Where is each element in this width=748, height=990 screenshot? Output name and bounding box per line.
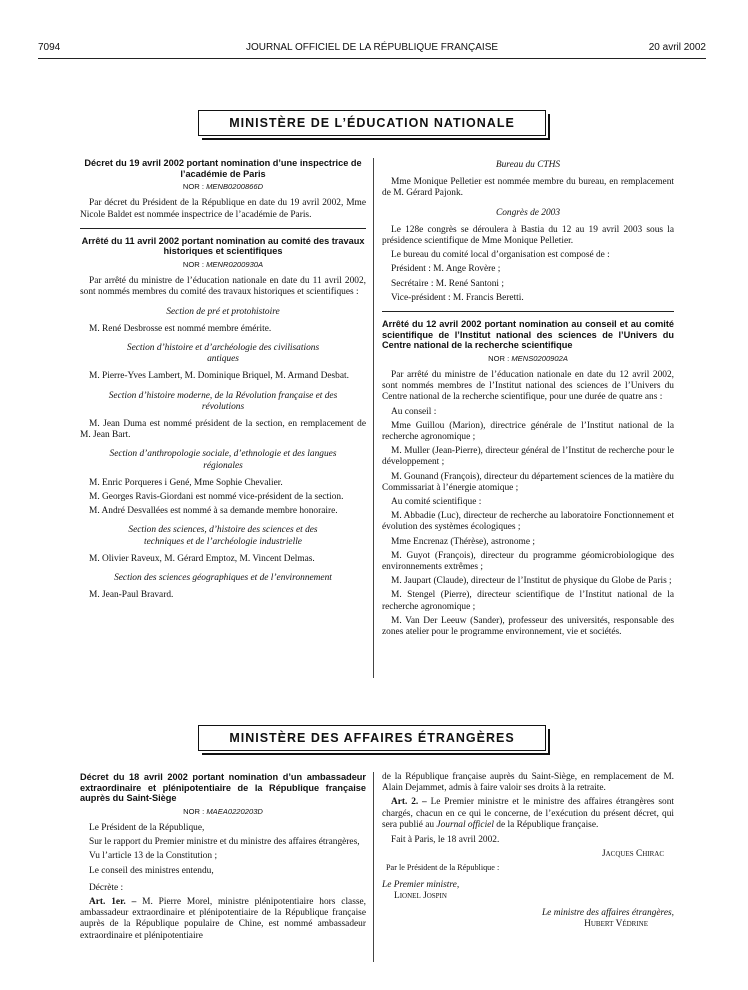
section-line: M. Jean-Paul Bravard. — [89, 590, 174, 601]
nor-code: MENS0200902A — [511, 353, 568, 363]
section-heading: Section d’histoire et d’archéologie des civilisations antiques — [126, 343, 320, 365]
decrete: Décrète : — [89, 882, 124, 893]
comite-member: M. Stengel (Pierre), directeur scientifique de l’Institut national de la recherche agronomique ; — [382, 590, 674, 612]
mae-name: Hubert Védrine — [584, 919, 648, 930]
arrete2-title: Arrêté du 12 avril 2002 portant nomination au conseil et au comité scientifique de l’Institut national des sciences de l’Univers du Centre national de la recherche scientifique — [382, 319, 674, 351]
nor-code: MENB0200866D — [206, 182, 264, 192]
conseil-member: M. Gounand (François), directeur du département sciences de la matière du Commissariat à l’énergie atomique ; — [382, 471, 674, 493]
article-1 — [80, 897, 366, 942]
comite-member: M. Guyot (François), directeur du programme géomicrobiologique des environnements extrêmes ; — [382, 550, 674, 573]
nor-label: NOR : — [182, 182, 204, 192]
par-le-president: Par le Président de la République : — [386, 863, 500, 873]
arrete2-nor — [382, 353, 674, 364]
section-line: M. André Desvallées est nommé à sa demande membre honoraire. — [89, 506, 338, 517]
fait-a-paris: Fait à Paris, le 18 avril 2002. — [391, 835, 500, 846]
nor-code: MENR0200930A — [206, 259, 264, 269]
journal-title: JOURNAL OFFICIEL DE LA RÉPUBLIQUE FRANÇAISE — [245, 42, 499, 53]
section-line: M. Jean Duma est nommé président de la section, en remplacement de M. Jean Bart. — [80, 419, 366, 441]
comite-scientifique-label: Au comité scientifique : — [391, 497, 482, 508]
nor-label: NOR : — [182, 259, 204, 269]
comite-member: M. Abbadie (Luc), directeur de recherche au laboratoire Fonctionnement et évolution des systèmes écologiques ; — [382, 511, 674, 533]
column-divider — [373, 772, 374, 962]
section-heading: Section de pré et protohistoire — [166, 306, 280, 317]
article-2-text: Le Premier ministre et le ministre des affaires étrangères sont chargés, chacun en ce qui le concerne, de l’exécution du présent décret, qui sera publié au — [382, 797, 674, 830]
section-line: M. Georges Ravis-Giordani est nommé vice-président de la section. — [89, 492, 344, 503]
left-column — [80, 158, 366, 604]
left-column-lower — [80, 772, 366, 945]
separator — [80, 228, 366, 229]
decree2-nor — [80, 806, 366, 817]
bureau-text: Mme Monique Pelletier est nommée membre du bureau, en remplacement de M. Gérard Pajonk. — [382, 177, 674, 199]
section-line: M. Pierre-Yves Lambert, M. Dominique Briquel, M. Armand Desbat. — [89, 371, 349, 382]
article-2-label: Art. 2. – — [391, 797, 427, 808]
signatory-president: Jacques Chirac — [601, 849, 664, 860]
page-number: 7094 — [38, 42, 61, 53]
mae-title: Le ministre des affaires étrangères, — [541, 908, 674, 919]
decree1-body: Par décret du Président de la République en date du 19 avril 2002, Mme Nicole Baldet est nommée inspectrice de l’académie de Paris. — [80, 198, 366, 220]
section-heading: Section d’histoire moderne, de la Révolution française et des révolutions — [108, 390, 338, 412]
separator — [382, 311, 674, 312]
section-line: M. Olivier Raveux, M. Gérard Emptoz, M. Vincent Delmas. — [89, 553, 315, 564]
right-column-lower — [382, 772, 674, 930]
comite-member: M. Van Der Leeuw (Sander), professeur des universités, responsable des zones atelier pour le programme environnement, vie et sociétés. — [382, 615, 674, 638]
journal-officiel: Journal officiel — [436, 819, 494, 830]
nor-code: MAEA0220203D — [206, 806, 263, 816]
conseil-member: Mme Guillou (Marion), directrice générale de l’Institut national de la recherche agronomique ; — [382, 420, 674, 443]
article-1-label: Art. 1er. – — [89, 897, 137, 907]
section-heading: Section des sciences géographiques et de l’environnement — [114, 573, 332, 584]
preamble-line: Sur le rapport du Premier ministre et du ministre des affaires étrangères, — [89, 837, 360, 848]
pm-title: Le Premier ministre, — [382, 879, 460, 890]
congres-heading: Congrès de 2003 — [495, 207, 561, 218]
conseil-member: M. Muller (Jean-Pierre), directeur général de l’Institut de recherche pour le développement ; — [382, 446, 674, 468]
article-1-continued: de la République française auprès du Saint-Siège, en remplacement de M. Alain Dejammet, admis à faire valoir ses droits à la retraite. — [382, 772, 674, 794]
arrete1-intro: Par arrêté du ministre de l’éducation nationale en date du 11 avril 2002, sont nommés membres du comité des travaux historiques et scientifiques : — [80, 276, 366, 298]
issue-date: 20 avril 2002 — [648, 42, 706, 53]
article-1-text: M. Pierre Morel, ministre plénipotentiaire hors classe, ambassadeur extraordinaire et plénipotentiaire de la République française auprès de la République populaire de Chine, est nommé ambassadeur extraordinaire et plénipotentiaire — [80, 897, 367, 941]
article-2 — [382, 797, 674, 831]
preamble-line: Vu l’article 13 de la Constitution ; — [89, 851, 218, 862]
column-divider — [373, 158, 374, 678]
section-line: M. René Desbrosse est nommé membre émérite. — [89, 323, 272, 334]
ministry-heading-education: MINISTÈRE DE L’ÉDUCATION NATIONALE — [198, 110, 546, 136]
section-line: M. Enric Porqueres i Gené, Mme Sophie Chevalier. — [89, 477, 283, 488]
nor-label: NOR : — [183, 806, 205, 816]
article-2-text-end: de la République française. — [496, 819, 599, 830]
arrete1-title: Arrêté du 11 avril 2002 portant nomination au comité des travaux historiques et scientifiques — [81, 235, 365, 257]
congres-text: Le 128e congrès se déroulera à Bastia du 12 au 19 avril 2003 sous la présidence scientifique de Mme Monique Pelletier. — [382, 224, 674, 247]
pm-name: Lionel Jospin — [394, 890, 447, 901]
comite-member: Mme Encrenaz (Thérèse), astronome ; — [391, 536, 535, 547]
decree1-nor — [80, 181, 366, 192]
right-column — [382, 158, 674, 641]
arrete1-nor — [80, 259, 366, 270]
header-rule — [38, 58, 706, 59]
conseil-label: Au conseil : — [391, 406, 437, 417]
decree2-title: Décret du 18 avril 2002 portant nomination d’un ambassadeur extraordinaire et plénipotentiaire de la République française auprès du Saint-Siège — [80, 772, 366, 804]
decree1-title: Décret du 19 avril 2002 portant nomination d’une inspectrice de l’académie de Paris — [84, 158, 362, 179]
section-heading: Section des sciences, d’histoire des sciences et des techniques et de l’archéologie industrielle — [128, 525, 318, 547]
comite-line: Secrétaire : M. René Santoni ; — [391, 278, 504, 289]
section-heading: Section d’anthropologie sociale, d’ethnologie et des langues régionales — [109, 449, 337, 471]
preamble-line: Le conseil des ministres entendu, — [89, 865, 214, 876]
bureau-heading: Bureau du CTHS — [495, 160, 561, 170]
nor-label: NOR : — [488, 353, 510, 363]
comite-member: M. Jaupart (Claude), directeur de l’Institut de physique du Globe de Paris ; — [391, 576, 672, 587]
comite-intro: Le bureau du comité local d’organisation est composé de : — [391, 250, 610, 261]
arrete2-intro: Par arrêté du ministre de l’éducation nationale en date du 12 avril 2002, sont nommés membres de l’Institut national des sciences de l’Univers du Centre national de la recherche scientifique, pour une durée de quatre ans : — [382, 370, 674, 403]
comite-line: Président : M. Ange Rovère ; — [391, 264, 501, 275]
comite-line: Vice-président : M. Francis Beretti. — [391, 292, 524, 303]
preamble-line: Le Président de la République, — [89, 822, 205, 833]
ministry-heading-foreign-affairs: MINISTÈRE DES AFFAIRES ÉTRANGÈRES — [198, 725, 546, 751]
